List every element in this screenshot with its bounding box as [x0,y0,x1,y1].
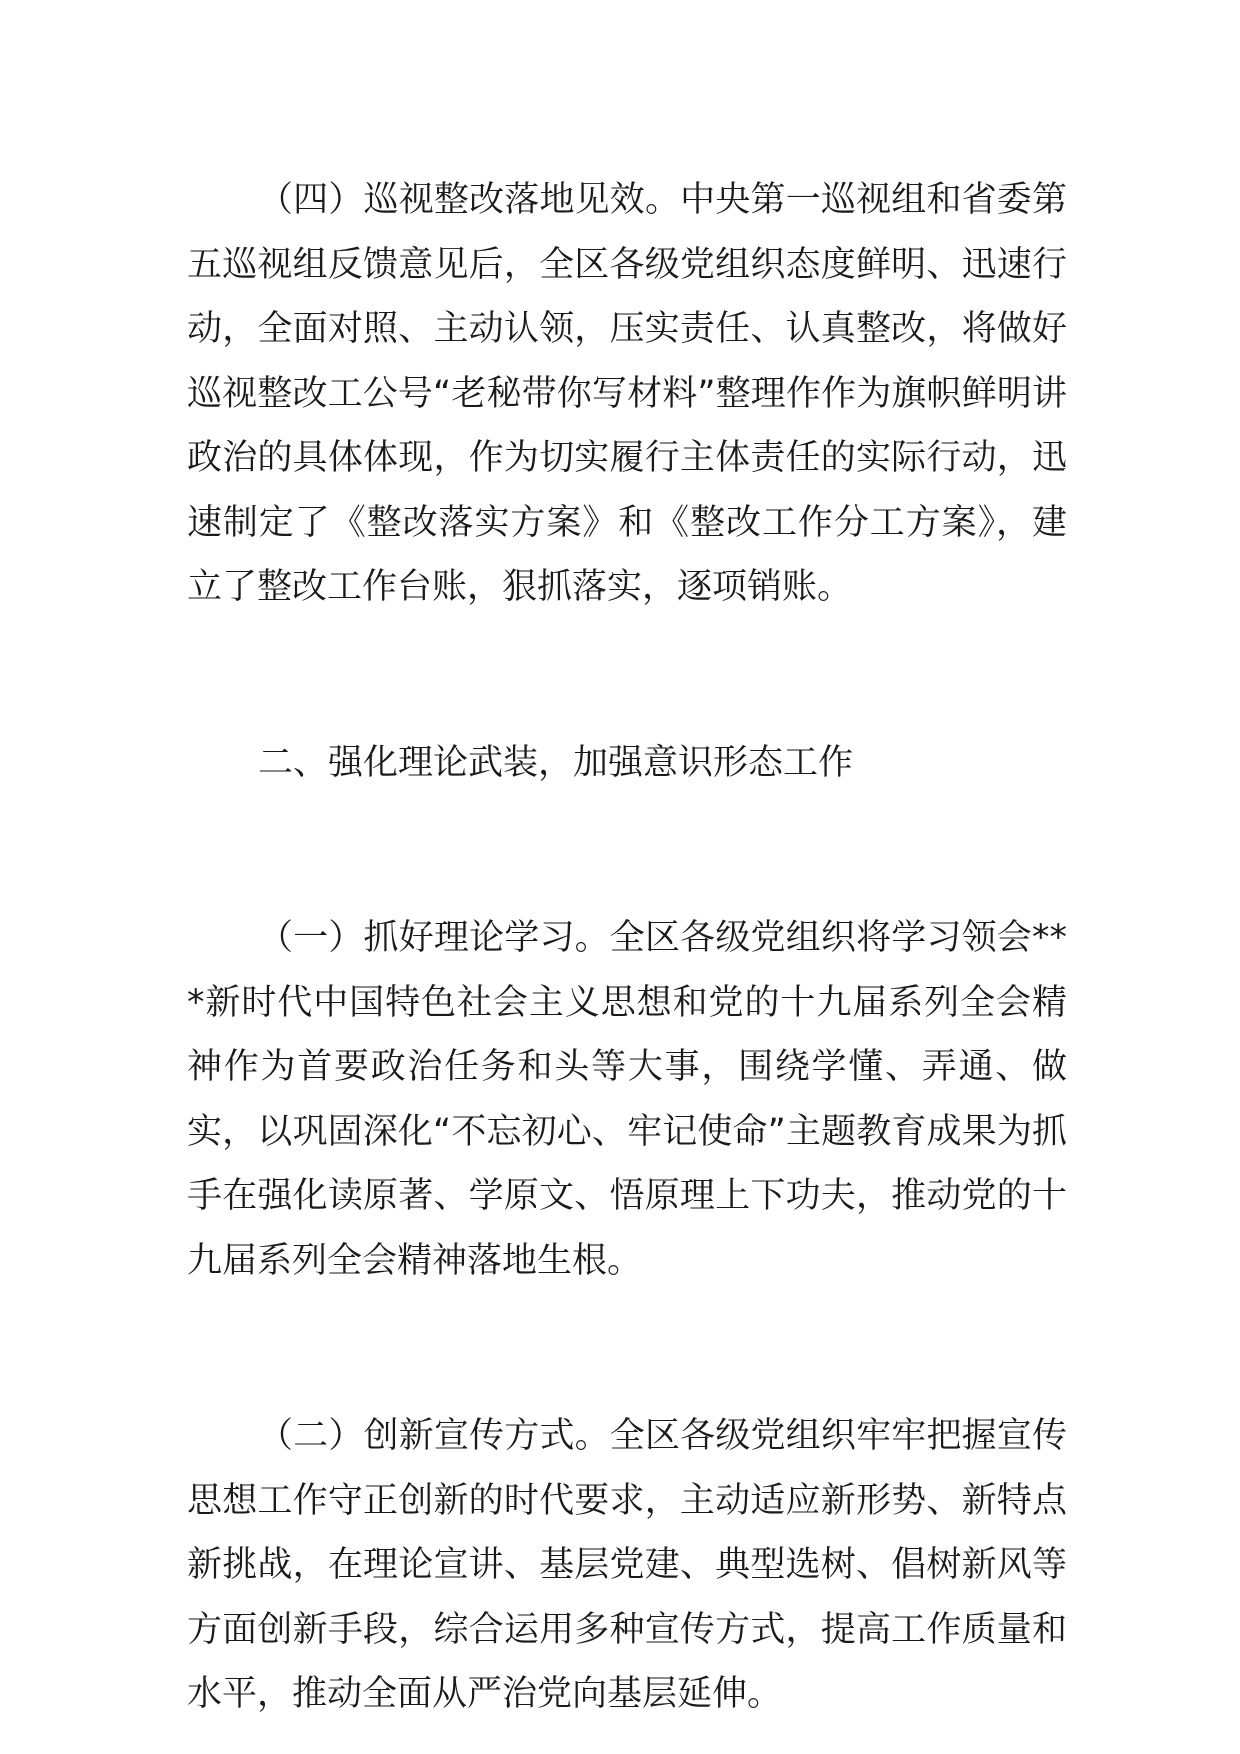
paragraph-publicity-innovation: （二）创新宣传方式。全区各级党组织牢牢把握宣传思想工作守正创新的时代要求，主动适应新形势、新特点新挑战，在理论宣讲、基层党建、典型选树、倡树新风等方面创新手段，综合运用多种宣传方式，提高工作质量和水平，推动全面从严治党向基层延伸。 [187,1416,1067,1714]
paragraph-theory-study: （一）抓好理论学习。全区各级党组织将学习领会***新时代中国特色社会主义思想和党的十九届系列全会精神作为首要政治任务和头等大事，围绕学懂、弄通、做实，以巩固深化“不忘初心、牢记使命”主题教育成果为抓手在强化读原著、学原文、悟原理上下功夫，推动党的十九届系列全会精神落地生根。 [187,918,1067,1281]
document-body [187,168,1067,1727]
paragraph-inspection-rectification: （四）巡视整改落地见效。中央第一巡视组和省委第五巡视组反馈意见后，全区各级党组织态度鲜明、迅速行动，全面对照、主动认领，压实责任、认真整改，将做好巡视整改工公号“老秘带你写材料”整理作作为旗帜鲜明讲政治的具体体现，作为切实履行主体责任的实际行动，迅速制定了《整改落实方案》和《整改工作分工方案》，建立了整改工作台账，狠抓落实，逐项销账。 [187,180,1067,607]
section-heading-theory-armament: 二、强化理论武装，加强意识形态工作 [258,742,854,783]
